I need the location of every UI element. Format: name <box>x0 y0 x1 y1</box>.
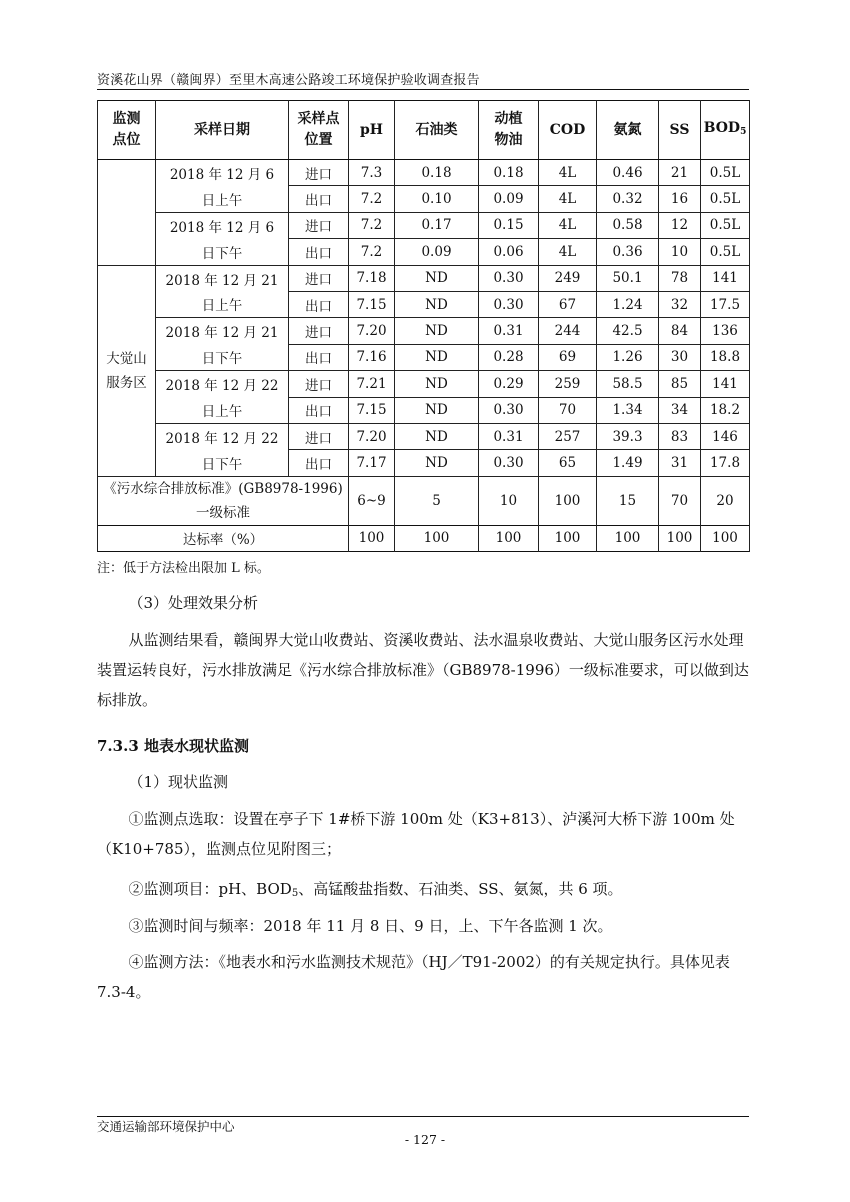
cell-cod: 65 <box>539 450 597 476</box>
cell-bod: 146 <box>701 423 750 449</box>
header-date: 采样日期 <box>156 101 289 160</box>
table-row <box>98 423 750 449</box>
cell-animal-oil: 0.31 <box>479 423 539 449</box>
cell-cod: 67 <box>539 291 597 317</box>
cell-rate-value: 100 <box>349 525 395 551</box>
cell-animal-oil: 0.06 <box>479 239 539 265</box>
monitoring-results-table <box>97 100 750 552</box>
cell-date: 2018 年 12 月 6 <box>156 160 289 186</box>
cell-oil: ND <box>395 265 479 291</box>
monitoring-time-item: ③监测时间与频率：2018 年 11 月 8 日、9 日，上、下午各监测 1 次。 <box>128 917 613 935</box>
cell-cod: 4L <box>539 186 597 212</box>
cell-rate-value: 100 <box>479 525 539 551</box>
cell-position: 进口 <box>289 318 349 344</box>
cell-bod: 0.5L <box>701 239 750 265</box>
cell-ph: 7.20 <box>349 318 395 344</box>
cell-cod: 69 <box>539 344 597 370</box>
compliance-rate-row <box>98 525 750 551</box>
table-row <box>98 239 750 265</box>
cell-bod: 0.5L <box>701 160 750 186</box>
section1-title: （1）现状监测 <box>128 773 229 791</box>
standard-row <box>98 476 750 525</box>
cell-position: 出口 <box>289 450 349 476</box>
table-row <box>98 291 750 317</box>
cell-position: 出口 <box>289 186 349 212</box>
cell-bod: 136 <box>701 318 750 344</box>
cell-ss: 12 <box>659 212 701 238</box>
cell-position: 出口 <box>289 239 349 265</box>
cell-oil: 0.18 <box>395 160 479 186</box>
cell-rate-value: 100 <box>395 525 479 551</box>
cell-rate-value: 100 <box>659 525 701 551</box>
page-header-title: 资溪花山界（赣闽界）至里木高速公路竣工环境保护验收调查报告 <box>97 73 480 88</box>
cell-animal-oil: 0.31 <box>479 318 539 344</box>
table-row <box>98 450 750 476</box>
cell-standard-value: 20 <box>701 476 750 525</box>
cell-nh3: 0.32 <box>597 186 659 212</box>
cell-oil: ND <box>395 344 479 370</box>
cell-ph: 7.15 <box>349 397 395 423</box>
cell-ss: 32 <box>659 291 701 317</box>
header-nh3: 氨氮 <box>597 101 659 160</box>
table-row <box>98 397 750 423</box>
cell-position: 出口 <box>289 397 349 423</box>
cell-ph: 7.21 <box>349 371 395 397</box>
monitoring-method-item: ④监测方法：《地表水和污水监测技术规范》（HJ／T91-2002）的有关规定执行。具体见表 7.3-4。 <box>97 953 730 1001</box>
cell-oil: ND <box>395 318 479 344</box>
cell-ss: 34 <box>659 397 701 423</box>
cell-ph: 7.3 <box>349 160 395 186</box>
cell-ss: 16 <box>659 186 701 212</box>
cell-rate-value: 100 <box>701 525 750 551</box>
table-row <box>98 344 750 370</box>
cell-animal-oil: 0.09 <box>479 186 539 212</box>
cell-animal-oil: 0.30 <box>479 265 539 291</box>
cell-date: 日下午 <box>156 344 289 370</box>
monitoring-items-item: ②监测项目：pH、$BOD_5$、高锰酸盐指数、石油类、SS、氨氮，共 6 项。 <box>128 880 623 899</box>
cell-oil: ND <box>395 397 479 423</box>
cell-position: 进口 <box>289 212 349 238</box>
cell-animal-oil: 0.15 <box>479 212 539 238</box>
cell-position: 出口 <box>289 291 349 317</box>
cell-standard-value: 10 <box>479 476 539 525</box>
cell-point-name: 大觉山 服务区 <box>98 265 156 476</box>
section3-paragraph: 从监测结果看，赣闽界大觉山收费站、资溪收费站、法水温泉收费站、大觉山服务区污水处理装置运转良好，污水排放满足《污水综合排放标准》（GB8978-1996）一级标准要求，可以做到达标排放。 <box>97 631 749 709</box>
cell-nh3: 50.1 <box>597 265 659 291</box>
header-animal-oil: 动植 物油 <box>479 101 539 160</box>
cell-oil: 0.10 <box>395 186 479 212</box>
cell-bod: 17.8 <box>701 450 750 476</box>
cell-nh3: 0.58 <box>597 212 659 238</box>
header-position: 采样点 位置 <box>289 101 349 160</box>
cell-oil: ND <box>395 423 479 449</box>
header-ss: SS <box>659 101 701 160</box>
cell-date: 日下午 <box>156 239 289 265</box>
cell-rate-label: 达标率（%） <box>98 525 349 551</box>
cell-animal-oil: 0.30 <box>479 397 539 423</box>
cell-animal-oil: 0.30 <box>479 291 539 317</box>
cell-standard-value: 6~9 <box>349 476 395 525</box>
cell-animal-oil: 0.30 <box>479 450 539 476</box>
cell-date: 日上午 <box>156 291 289 317</box>
cell-ph: 7.2 <box>349 186 395 212</box>
table-note: 注：低于方法检出限加 L 标。 <box>97 561 270 576</box>
cell-oil: 0.17 <box>395 212 479 238</box>
cell-nh3: 1.34 <box>597 397 659 423</box>
cell-oil: ND <box>395 371 479 397</box>
header-ph: pH <box>349 101 395 160</box>
cell-oil: ND <box>395 291 479 317</box>
header-divider <box>97 89 749 90</box>
cell-date: 2018 年 12 月 21 <box>156 265 289 291</box>
cell-nh3: 1.49 <box>597 450 659 476</box>
cell-date: 日上午 <box>156 186 289 212</box>
cell-ph: 7.16 <box>349 344 395 370</box>
cell-nh3: 1.24 <box>597 291 659 317</box>
cell-standard-label: 《污水综合排放标准》(GB8978-1996) 一级标准 <box>98 476 349 525</box>
page-number: - 127 - <box>404 1132 446 1147</box>
cell-position: 出口 <box>289 344 349 370</box>
monitoring-point-item: ①监测点选取：设置在亭子下 1#桥下游 100m 处（K3+813）、泸溪河大桥下游 100m 处（K10+785），监测点位见附图三； <box>97 810 735 858</box>
cell-cod: 70 <box>539 397 597 423</box>
cell-ss: 78 <box>659 265 701 291</box>
cell-animal-oil: 0.29 <box>479 371 539 397</box>
table-row <box>98 318 750 344</box>
section-heading-7-3-3: 7.3.3 地表水现状监测 <box>97 737 249 755</box>
cell-bod: 18.2 <box>701 397 750 423</box>
cell-cod: 4L <box>539 239 597 265</box>
cell-ph: 7.18 <box>349 265 395 291</box>
cell-oil: 0.09 <box>395 239 479 265</box>
cell-animal-oil: 0.18 <box>479 160 539 186</box>
cell-standard-value: 70 <box>659 476 701 525</box>
table-header-row <box>98 101 750 160</box>
cell-date: 2018 年 12 月 22 <box>156 371 289 397</box>
cell-point-blank <box>98 160 156 266</box>
cell-date: 2018 年 12 月 22 <box>156 423 289 449</box>
cell-cod: 249 <box>539 265 597 291</box>
cell-nh3: 58.5 <box>597 371 659 397</box>
cell-bod: 17.5 <box>701 291 750 317</box>
cell-ss: 30 <box>659 344 701 370</box>
cell-bod: 141 <box>701 371 750 397</box>
cell-oil: ND <box>395 450 479 476</box>
cell-position: 进口 <box>289 160 349 186</box>
cell-nh3: 1.26 <box>597 344 659 370</box>
header-cod: COD <box>539 101 597 160</box>
cell-standard-value: 5 <box>395 476 479 525</box>
header-oil: 石油类 <box>395 101 479 160</box>
cell-position: 进口 <box>289 265 349 291</box>
cell-nh3: 42.5 <box>597 318 659 344</box>
cell-standard-value: 15 <box>597 476 659 525</box>
section3-title: （3）处理效果分析 <box>128 594 259 612</box>
table-row <box>98 160 750 186</box>
cell-bod: 0.5L <box>701 212 750 238</box>
cell-ss: 85 <box>659 371 701 397</box>
cell-animal-oil: 0.28 <box>479 344 539 370</box>
cell-cod: 257 <box>539 423 597 449</box>
table-row <box>98 265 750 291</box>
table-row <box>98 371 750 397</box>
header-point: 监测 点位 <box>98 101 156 160</box>
cell-standard-value: 100 <box>539 476 597 525</box>
cell-nh3: 0.36 <box>597 239 659 265</box>
cell-bod: 0.5L <box>701 186 750 212</box>
cell-rate-value: 100 <box>597 525 659 551</box>
cell-cod: 4L <box>539 160 597 186</box>
table-row <box>98 212 750 238</box>
cell-ss: 10 <box>659 239 701 265</box>
cell-date: 2018 年 12 月 21 <box>156 318 289 344</box>
cell-nh3: 39.3 <box>597 423 659 449</box>
cell-position: 进口 <box>289 423 349 449</box>
header-bod: $BOD_5$ <box>701 101 750 160</box>
cell-ss: 21 <box>659 160 701 186</box>
cell-ph: 7.20 <box>349 423 395 449</box>
table-row <box>98 186 750 212</box>
cell-date: 2018 年 12 月 6 <box>156 212 289 238</box>
cell-bod: 141 <box>701 265 750 291</box>
cell-date: 日下午 <box>156 450 289 476</box>
cell-date: 日上午 <box>156 397 289 423</box>
cell-nh3: 0.46 <box>597 160 659 186</box>
cell-ph: 7.17 <box>349 450 395 476</box>
cell-rate-value: 100 <box>539 525 597 551</box>
cell-ss: 83 <box>659 423 701 449</box>
cell-cod: 244 <box>539 318 597 344</box>
cell-ss: 84 <box>659 318 701 344</box>
cell-bod: 18.8 <box>701 344 750 370</box>
cell-cod: 259 <box>539 371 597 397</box>
cell-cod: 4L <box>539 212 597 238</box>
cell-ph: 7.2 <box>349 239 395 265</box>
cell-ph: 7.15 <box>349 291 395 317</box>
cell-ss: 31 <box>659 450 701 476</box>
cell-position: 进口 <box>289 371 349 397</box>
footer-organization: 交通运输部环境保护中心 <box>97 1119 235 1134</box>
cell-ph: 7.2 <box>349 212 395 238</box>
